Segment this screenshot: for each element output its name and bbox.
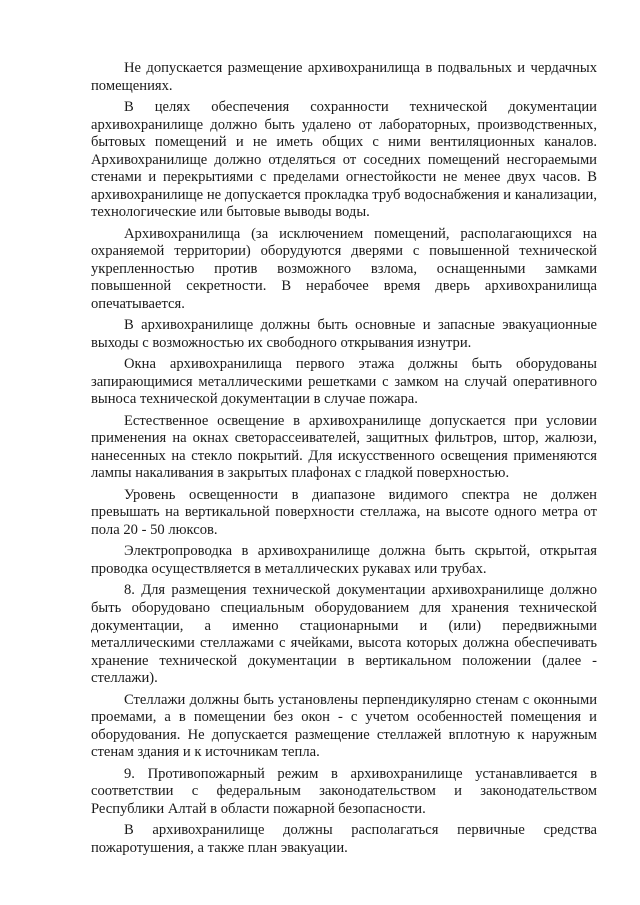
paragraph-isolation: В целях обеспечения сохранности технической документации архивохранилище должно быть удалено от лабораторных, производственных, бытовых помещений и не иметь общих с ними вентиляционных каналов. Архивохранилище должно отделяться от соседних помещений несгораемыми стенами и перекрытиями с пределами огнестойкости не менее двух часов. В архивохранилище не допускается прокладка труб водоснабжения и канализации, технологические или бытовые выводы воды. [91, 98, 597, 221]
paragraph-windows: Окна архивохранилища первого этажа должны быть оборудованы запирающимися металлическими решетками с замком на случай оперативного выноса технической документации в случае пожара. [91, 356, 597, 408]
paragraph-doors: Архивохранилища (за исключением помещений, располагающихся на охраняемой территории) оборудуются дверями с повышенной технической укрепленностью против возможного взлома, оснащенными замками повышенной секретности. В нерабочее время дверь архивохранилища опечатывается. [91, 225, 597, 312]
paragraph-fire-equipment: В архивохранилище должны располагаться первичные средства пожаротушения, а также план эвакуации. [91, 822, 597, 856]
paragraph-shelving-placement: Стеллажи должны быть установлены перпендикулярно стенам с оконными проемами, а в помещении без окон - с учетом особенностей помещения и оборудования. Не допускается размещение стеллажей вплотную к наружным стенам здания и к источникам тепла. [91, 691, 597, 761]
document-body [91, 60, 597, 861]
paragraph-lighting: Естественное освещение в архивохранилище допускается при условии применения на окнах светорассеивателей, защитных фильтров, штор, жалюзи, нанесенных на стекло покрытий. Для искусственного освещения применяются лампы накаливания в закрытых плафонах с гладкой поверхностью. [91, 412, 597, 482]
paragraph-illumination-level: Уровень освещенности в диапазоне видимого спектра не должен превышать на вертикальной поверхности стеллажа, на высоте одного метра от пола 20 - 50 люксов. [91, 486, 597, 539]
paragraph-shelving-equipment: 8. Для размещения технической документации архивохранилище должно быть оборудовано специальным оборудованием для хранения технической документации, а именно стационарными и (или) передвижными металлическими стеллажами с ячейками, высота которых должна обеспечивать хранение технической документации в вертикальном положении (далее - стеллажи). [91, 582, 597, 687]
paragraph-exits: В архивохранилище должны быть основные и запасные эвакуационные выходы с возможностью их свободного открывания изнутри. [91, 317, 597, 351]
paragraph-fire-regime: 9. Противопожарный режим в архивохранилище устанавливается в соответствии с федеральным законодательством и законодательством Республики Алтай в области пожарной безопасности. [91, 765, 597, 817]
paragraph-wiring: Электропроводка в архивохранилище должна быть скрытой, открытая проводка осуществляется в металлических рукавах или трубах. [91, 543, 597, 577]
paragraph-basement-ban: Не допускается размещение архивохранилища в подвальных и чердачных помещениях. [91, 60, 597, 94]
